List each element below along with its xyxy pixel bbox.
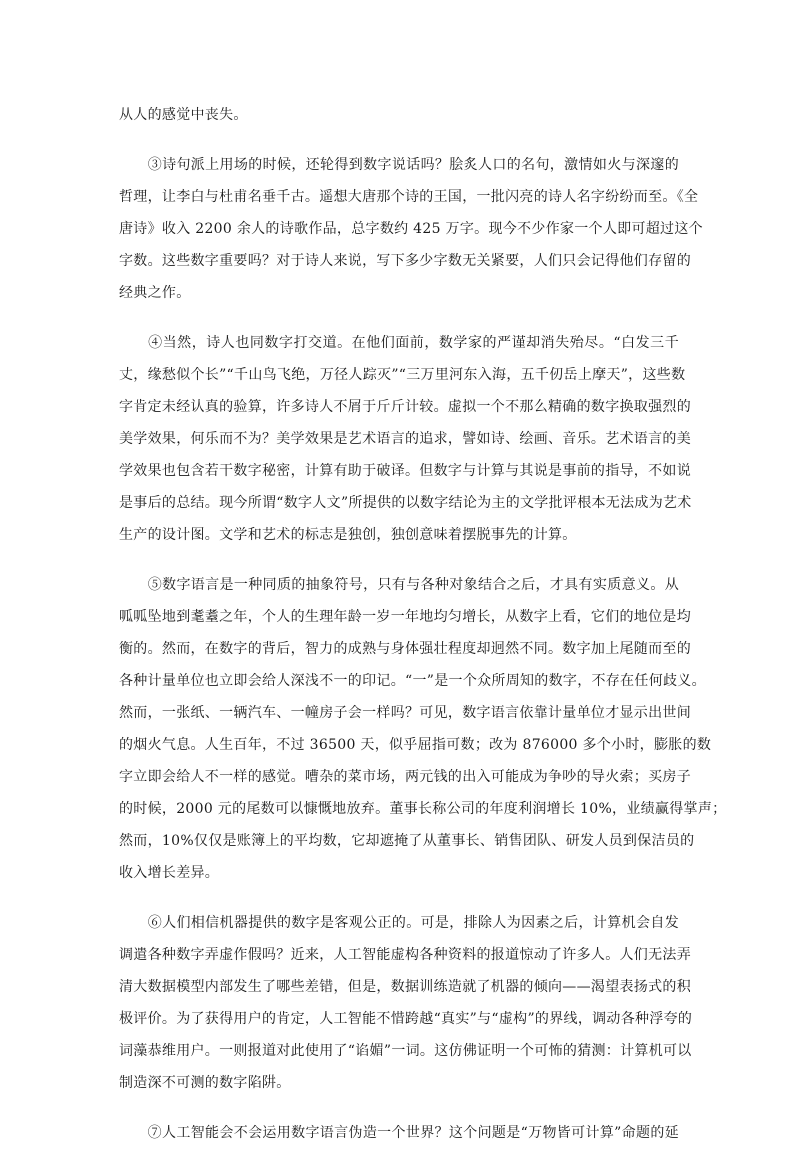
text-line: 收入增长差异。 — [119, 865, 220, 881]
text-line: 经典之作。 — [119, 285, 191, 301]
document-page — [119, 99, 727, 1149]
text-line: 从人的感觉中丧失。 — [119, 107, 248, 123]
text-line: 词藻恭维用户。一则报道对此使用了“谄媚”一词。这仿佛证明一个可怖的猜测：计算机可以 — [119, 1043, 692, 1059]
text-line: 唐诗》收入 2200 余人的诗歌作品，总字数约 425 万字。现今不少作家一个人即可超过这个 — [119, 221, 703, 237]
text-line: 制造深不可测的数字陷阱。 — [119, 1075, 291, 1091]
text-line: ④当然，诗人也同数字打交道。在他们面前，数学家的严谨却消失殆尽。“白发三千 — [119, 335, 679, 351]
paragraph-3 — [119, 149, 703, 309]
paragraph-4 — [119, 327, 692, 551]
text-line: 的时候，2000 元的尾数可以慷慨地放弃。董事长称公司的年度利润增长 10%，业绩赢得掌声； — [119, 801, 727, 817]
text-line: 极评价。为了获得用户的肯定，人工智能不惜跨越“真实”与“虚构”的界线，调动各种浮夸的 — [119, 1011, 693, 1027]
text-line: 字数。这些数字重要吗？对于诗人来说，写下多少字数无关紧要，人们只会记得他们存留的 — [119, 253, 691, 269]
text-line: 生产的设计图。文学和艺术的标志是独创，独创意味着摆脱事先的计算。 — [119, 527, 577, 543]
text-line: ⑦人工智能会不会运用数字语言伪造一个世界？这个问题是“万物皆可计算”命题的延 — [119, 1125, 679, 1141]
text-line: ③诗句派上用场的时候，还轮得到数字说话吗？脍炙人口的名句，激情如火与深邃的 — [119, 157, 679, 173]
text-line: 各种计量单位也立即会给人深浅不一的印记。“一”是一个众所周知的数字，不存在任何歧义。 — [119, 673, 706, 689]
text-line: 字肯定未经认真的验算，许多诗人不屑于斤斤计较。虚拟一个不那么精确的数字换取强烈的 — [119, 399, 691, 415]
text-line: 然而，10%仅仅是账簿上的平均数，它却遮掩了从董事长、销售团队、研发人员到保洁员的 — [119, 833, 695, 849]
text-line: 哲理，让李白与杜甫名垂千古。遥想大唐那个诗的王国，一批闪亮的诗人名字纷纷而至。《全 — [119, 189, 699, 205]
paragraph-7 — [119, 1117, 679, 1149]
paragraph-5 — [119, 569, 727, 889]
text-line: 呱呱坠地到耄耋之年，个人的生理年龄一岁一年地均匀增长，从数字上看，它们的地位是均 — [119, 609, 691, 625]
text-line: ⑤数字语言是一种同质的抽象符号，只有与各种对象结合之后，才具有实质意义。从 — [119, 577, 679, 593]
text-line: 然而，一张纸、一辆汽车、一幢房子会一样吗？可见，数字语言依靠计量单位才显示出世间 — [119, 705, 691, 721]
text-line: ⑥人们相信机器提供的数字是客观公正的。可是，排除人为因素之后，计算机会自发 — [119, 915, 679, 931]
text-line: 丈，缘愁似个长”“千山鸟飞绝，万径人踪灭”“三万里河东入海，五千仞岳上摩天”，这些数 — [119, 367, 686, 383]
text-line: 衡的。然而，在数字的背后，智力的成熟与身体强壮程度却迥然不同。数字加上尾随而至的 — [119, 641, 691, 657]
text-line: 字立即会给人不一样的感觉。嘈杂的菜市场，两元钱的出入可能成为争吵的导火索；买房子 — [119, 769, 691, 785]
paragraph-intro — [119, 99, 679, 131]
text-line: 是事后的总结。现今所谓“数字人文”所提供的以数字结论为主的文学批评根本无法成为艺术 — [119, 495, 692, 511]
text-line: 清大数据模型内部发生了哪些差错，但是，数据训练造就了机器的倾向——渴望表扬式的积 — [119, 979, 691, 995]
text-line: 美学效果，何乐而不为？美学效果是艺术语言的追求，譬如诗、绘画、音乐。艺术语言的美 — [119, 431, 691, 447]
text-line: 的烟火气息。人生百年，不过 36500 天，似乎屈指可数；改为 876000 多个小时，膨胀的数 — [119, 737, 712, 753]
text-line: 调遣各种数字弄虚作假吗？近来，人工智能虚构各种资料的报道惊动了许多人。人们无法弄 — [119, 947, 691, 963]
text-line: 学效果也包含若干数字秘密，计算有助于破译。但数字与计算与其说是事前的指导，不如说 — [119, 463, 691, 479]
paragraph-6 — [119, 907, 693, 1099]
